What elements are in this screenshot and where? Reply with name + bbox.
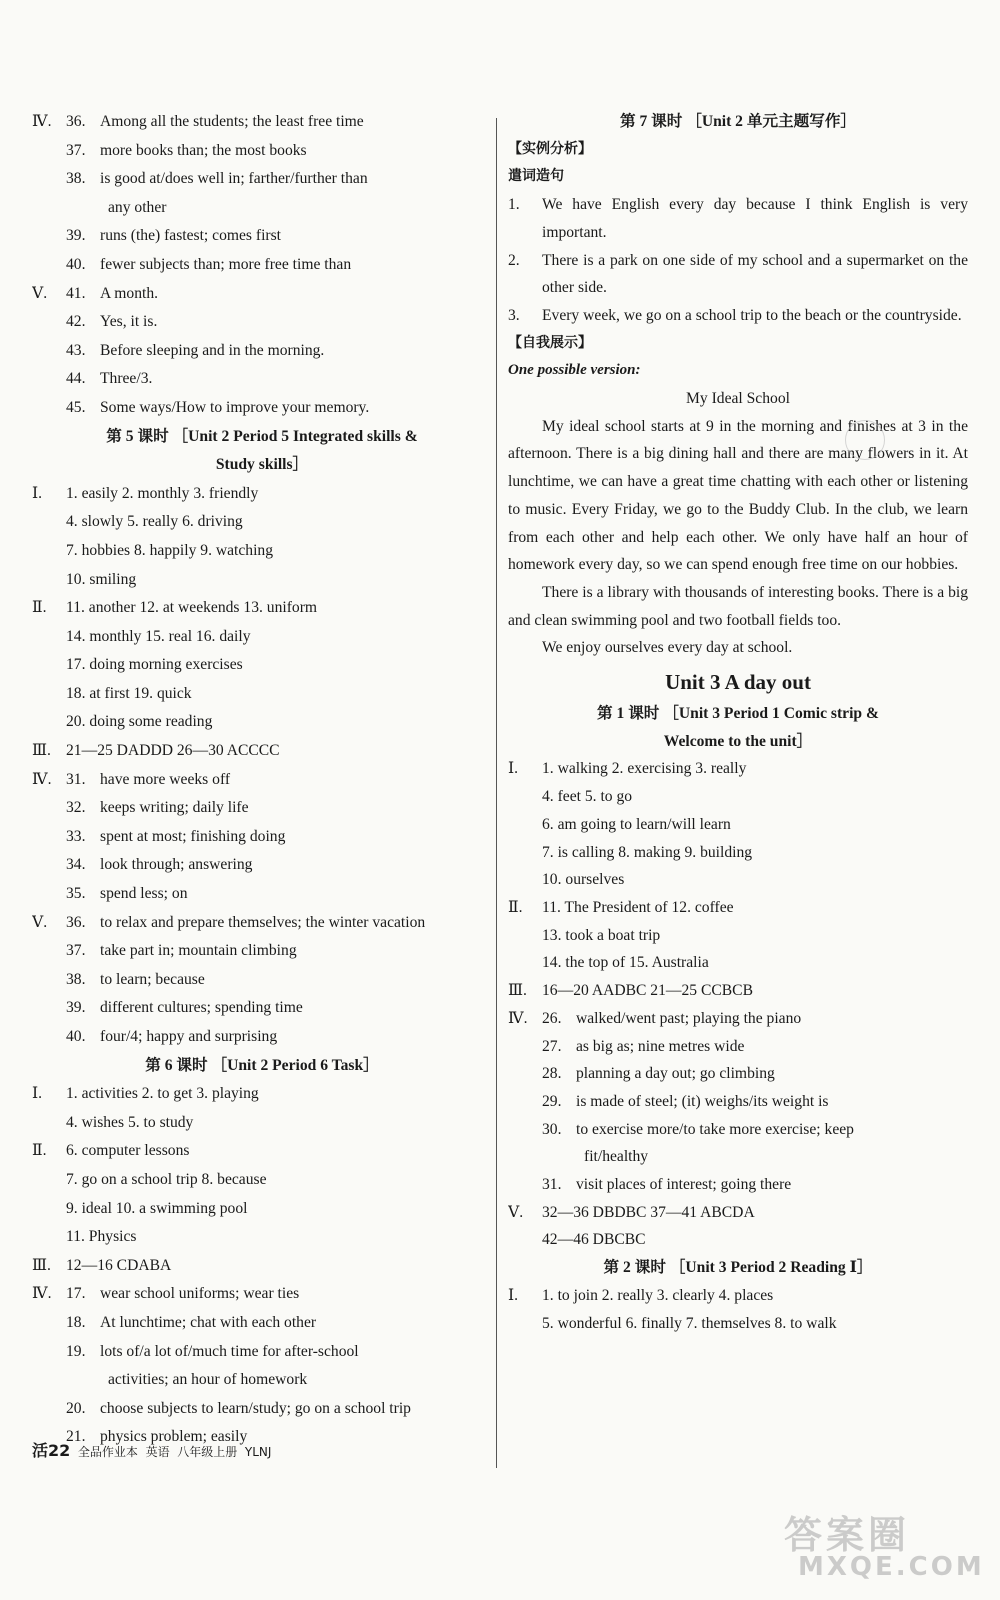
watermark-logo xyxy=(778,1500,985,1590)
sentence-text: Every week, we go on a school trip to the beach or the countryside. xyxy=(542,306,962,324)
answer-line xyxy=(508,977,968,1005)
sentence-item xyxy=(508,247,968,302)
lesson-5-title-line2: Study skills］ xyxy=(215,456,309,474)
answer-line xyxy=(32,251,492,280)
answer-text: choose subjects to learn/study; go on a school trip xyxy=(100,1399,411,1417)
answer-text: activities; an hour of homework xyxy=(108,1371,308,1389)
answer-text: 14. monthly 15. real 16. daily xyxy=(66,627,251,645)
lesson-5-title-line1: 第 5 课时 ［Unit 2 Period 5 Integrated skills & xyxy=(106,427,418,445)
answer-text: any other xyxy=(108,198,167,216)
answer-line xyxy=(32,1395,492,1424)
section-numeral: Ⅲ. xyxy=(508,982,527,1000)
section-numeral: Ⅴ. xyxy=(32,913,48,931)
answer-line xyxy=(32,966,492,995)
answer-text: 5. wonderful 6. finally 7. themselves 8. to walk xyxy=(542,1314,837,1332)
question-number: 30. xyxy=(542,1120,562,1138)
sentence-number: 1. xyxy=(508,196,520,214)
answer-text: 32—36 DBDBC 37—41 ABCDA xyxy=(542,1203,755,1221)
answer-line xyxy=(508,894,968,922)
question-number: 31. xyxy=(66,770,86,788)
section-numeral: Ⅰ. xyxy=(32,1085,43,1103)
answer-line xyxy=(32,623,492,652)
answer-text: walked/went past; playing the piano xyxy=(576,1009,802,1027)
answer-text: fewer subjects than; more free time than xyxy=(100,255,352,273)
answer-text: four/4; happy and surprising xyxy=(100,1028,278,1045)
answer-text: have more weeks off xyxy=(100,770,231,788)
question-number: 18. xyxy=(66,1313,86,1331)
answer-line xyxy=(32,394,492,423)
sentence-item xyxy=(508,302,968,330)
answer-text: 10. ourselves xyxy=(542,871,625,889)
answer-line xyxy=(32,222,492,251)
answer-line xyxy=(508,1199,968,1227)
answer-text: 4. slowly 5. really 6. driving xyxy=(66,513,243,531)
question-number: 17. xyxy=(66,1285,86,1303)
answer-text: 1. walking 2. exercising 3. really xyxy=(542,760,747,778)
answer-line xyxy=(32,1137,492,1166)
lesson-5-answers xyxy=(32,480,492,1052)
answer-line xyxy=(508,1033,968,1061)
answer-text: runs (the) fastest; comes first xyxy=(100,227,282,245)
section-numeral: Ⅱ. xyxy=(32,599,47,617)
answer-text: 18. at first 19. quick xyxy=(66,684,192,702)
lesson-6-title: 第 6 课时 ［Unit 2 Period 6 Task］ xyxy=(145,1056,379,1074)
section-numeral: Ⅳ. xyxy=(32,113,52,130)
lesson-7-title: 第 7 课时 ［Unit 2 单元主题写作］ xyxy=(619,113,857,130)
answer-line xyxy=(508,1143,968,1171)
answer-line xyxy=(508,922,968,950)
answer-text: 11. The President of 12. coffee xyxy=(542,898,734,916)
answer-text: A month. xyxy=(100,284,159,302)
section-numeral: Ⅴ. xyxy=(508,1203,524,1221)
answer-text: is good at/does well in; farther/further than xyxy=(100,170,368,188)
answer-text: 17. doing morning exercises xyxy=(66,656,243,674)
answer-text: 11. another 12. at weekends 13. uniform xyxy=(66,599,318,617)
answer-text: 13. took a boat trip xyxy=(542,926,661,944)
sentence-text: We have English every day because I think English is very important. xyxy=(542,196,968,241)
answer-text: 12—16 CDABA xyxy=(66,1256,172,1274)
answer-line xyxy=(32,1223,492,1252)
question-number: 19. xyxy=(66,1342,86,1360)
page-number: 活22 xyxy=(32,1441,71,1460)
watermark-text-top: 答案圈 xyxy=(784,1513,911,1557)
answer-line xyxy=(32,594,492,623)
answer-line xyxy=(508,783,968,811)
answer-text: physics problem; easily xyxy=(100,1428,248,1446)
answer-line xyxy=(508,1282,968,1310)
question-number: 20. xyxy=(66,1399,86,1417)
sentence-item xyxy=(508,191,968,246)
question-number: 29. xyxy=(542,1092,562,1110)
watermark-text-bottom: MXQE.COM xyxy=(798,1552,985,1582)
answer-line xyxy=(32,308,492,337)
answer-text: 7. is calling 8. making 9. building xyxy=(542,843,753,861)
answer-text: Among all the students; the least free time xyxy=(100,113,364,130)
sentence-number: 3. xyxy=(508,306,520,324)
sentence-text: There is a park on one side of my school and a supermarket on the other side. xyxy=(542,251,968,297)
section-numeral: Ⅲ. xyxy=(32,742,51,760)
answer-line xyxy=(32,880,492,909)
answer-text: take part in; mountain climbing xyxy=(100,942,297,960)
question-number: 40. xyxy=(66,255,86,273)
question-number: 31. xyxy=(542,1176,562,1194)
page-footer xyxy=(32,1438,271,1461)
section-4-answers xyxy=(32,108,492,280)
answer-text: to relax and prepare themselves; the winter vacation xyxy=(100,913,426,931)
answer-line xyxy=(32,851,492,880)
unit-3-lesson-1-answers xyxy=(508,755,968,1254)
answer-text: Before sleeping and in the morning. xyxy=(100,341,325,359)
answer-text: Some ways/How to improve your memory. xyxy=(100,398,370,416)
book-name: 全品作业本 xyxy=(77,1445,138,1459)
question-number: 45. xyxy=(66,398,86,416)
answer-line xyxy=(508,839,968,867)
question-number: 37. xyxy=(66,141,86,159)
answer-text: lots of/a lot of/much time for after-school xyxy=(100,1342,359,1360)
answer-text: 7. hobbies 8. happily 9. watching xyxy=(66,541,274,559)
answer-line xyxy=(32,280,492,309)
lesson-2-title: 第 2 课时 ［Unit 3 Period 2 Reading Ⅰ］ xyxy=(603,1259,873,1277)
edition-code: YLNJ xyxy=(244,1445,272,1459)
answer-text: different cultures; spending time xyxy=(100,999,303,1017)
answer-text: spent at most; finishing doing xyxy=(100,827,286,845)
right-column xyxy=(508,108,968,1337)
question-number: 39. xyxy=(66,227,86,245)
question-number: 44. xyxy=(66,370,86,388)
answer-line xyxy=(32,137,492,166)
question-number: 35. xyxy=(66,885,86,903)
answer-text: 16—20 AADBC 21—25 CCBCB xyxy=(542,982,753,1000)
answer-line xyxy=(32,1309,492,1338)
answer-line xyxy=(508,755,968,783)
answer-text: planning a day out; go climbing xyxy=(576,1065,775,1083)
answer-line xyxy=(32,708,492,737)
left-column xyxy=(32,108,492,1452)
answer-text: more books than; the most books xyxy=(100,141,307,159)
analysis-tag: 【实例分析】 xyxy=(508,140,592,157)
answer-line xyxy=(508,1171,968,1199)
answer-line xyxy=(32,680,492,709)
section-numeral: Ⅰ. xyxy=(508,760,519,778)
question-number: 37. xyxy=(66,942,86,960)
answer-line xyxy=(508,1088,968,1116)
answer-line xyxy=(508,949,968,977)
answer-line xyxy=(32,766,492,795)
answer-text: 10. smiling xyxy=(66,570,137,588)
section-numeral: Ⅱ. xyxy=(508,898,523,916)
answer-line xyxy=(32,1109,492,1138)
answer-line xyxy=(508,1310,968,1338)
answer-line xyxy=(32,994,492,1023)
answer-line xyxy=(508,1226,968,1254)
answer-line xyxy=(32,1252,492,1281)
column-divider xyxy=(496,118,497,1468)
answer-text: 4. wishes 5. to study xyxy=(66,1113,194,1131)
answer-line xyxy=(32,194,492,223)
answer-line xyxy=(508,866,968,894)
answer-line xyxy=(32,337,492,366)
answer-line xyxy=(508,1005,968,1033)
answer-text: is made of steel; (it) weighs/its weight is xyxy=(576,1092,829,1110)
answer-line xyxy=(32,508,492,537)
answer-line xyxy=(32,909,492,938)
answer-line xyxy=(508,1060,968,1088)
answer-line xyxy=(32,1338,492,1367)
answer-text: 6. computer lessons xyxy=(66,1142,190,1160)
section-5-answers xyxy=(32,280,492,423)
lesson-1-title-line2: Welcome to the unit］ xyxy=(663,732,813,750)
section-numeral: Ⅳ. xyxy=(508,1009,528,1027)
question-number: 28. xyxy=(542,1065,562,1083)
answer-text: 1. easily 2. monthly 3. friendly xyxy=(66,484,259,502)
question-number: 38. xyxy=(66,970,86,988)
question-number: 42. xyxy=(66,313,86,331)
answer-line xyxy=(32,165,492,194)
answer-text: 21—25 DADDD 26—30 ACCCC xyxy=(66,742,280,760)
answer-text: 7. go on a school trip 8. because xyxy=(66,1170,267,1188)
answer-line xyxy=(32,794,492,823)
answer-text: visit places of interest; going there xyxy=(576,1176,792,1194)
sentence-list xyxy=(508,191,968,330)
question-number: 21. xyxy=(66,1428,86,1446)
answer-line xyxy=(32,1166,492,1195)
answer-text: to exercise more/to take more exercise; keep xyxy=(576,1120,854,1138)
question-number: 38. xyxy=(66,170,86,188)
answer-line xyxy=(32,651,492,680)
self-show-tag: 【自我展示】 xyxy=(508,334,592,351)
question-number: 40. xyxy=(66,1028,86,1045)
unit-3-lesson-2-answers xyxy=(508,1282,968,1337)
answer-line xyxy=(32,937,492,966)
answer-text: 1. to join 2. really 3. clearly 4. places xyxy=(542,1286,774,1304)
sentence-building-heading: 遣词造句 xyxy=(508,168,564,185)
question-number: 41. xyxy=(66,284,86,302)
essay-title: My Ideal School xyxy=(686,390,790,408)
question-number: 43. xyxy=(66,341,86,359)
answer-text: 14. the top of 15. Australia xyxy=(542,954,709,972)
answer-text: spend less; on xyxy=(100,885,188,903)
answer-line xyxy=(32,823,492,852)
answer-line xyxy=(32,1023,492,1052)
answer-line xyxy=(32,108,492,137)
section-numeral: Ⅰ. xyxy=(508,1286,519,1304)
answer-line xyxy=(32,1280,492,1309)
answer-text: Yes, it is. xyxy=(100,313,158,331)
section-numeral: Ⅱ. xyxy=(32,1142,47,1160)
lesson-6-answers xyxy=(32,1080,492,1452)
answer-text: wear school uniforms; wear ties xyxy=(100,1285,300,1303)
section-numeral: Ⅳ. xyxy=(32,770,52,788)
stamp-mark-icon xyxy=(845,420,885,460)
grade-name: 八年级上册 xyxy=(177,1445,238,1459)
sentence-number: 2. xyxy=(508,251,520,269)
question-number: 32. xyxy=(66,799,86,817)
answer-text: fit/healthy xyxy=(584,1148,649,1166)
question-number: 39. xyxy=(66,999,86,1017)
question-number: 26. xyxy=(542,1009,562,1027)
question-number: 34. xyxy=(66,856,86,874)
answer-line xyxy=(32,566,492,595)
question-number: 36. xyxy=(66,113,86,130)
answer-text: 4. feet 5. to go xyxy=(542,788,633,806)
answer-text: At lunchtime; chat with each other xyxy=(100,1313,317,1331)
answer-text: as big as; nine metres wide xyxy=(576,1037,745,1055)
answer-line xyxy=(508,1116,968,1144)
answer-line xyxy=(32,480,492,509)
answer-line xyxy=(32,737,492,766)
lesson-1-title-line1: 第 1 课时 ［Unit 3 Period 1 Comic strip & xyxy=(597,705,879,723)
answer-line xyxy=(32,537,492,566)
answer-text: 9. ideal 10. a swimming pool xyxy=(66,1199,248,1217)
answer-line xyxy=(32,1366,492,1395)
section-numeral: Ⅴ. xyxy=(32,284,48,302)
unit-3-title: Unit 3 A day out xyxy=(665,670,811,695)
answer-line xyxy=(32,365,492,394)
question-number: 33. xyxy=(66,827,86,845)
section-numeral: Ⅲ. xyxy=(32,1256,51,1274)
answer-text: 20. doing some reading xyxy=(66,713,213,731)
answer-line xyxy=(32,1195,492,1224)
subject-name: 英语 xyxy=(145,1445,170,1459)
answer-text: to learn; because xyxy=(100,970,205,988)
section-numeral: Ⅳ. xyxy=(32,1285,52,1303)
answer-text: 1. activities 2. to get 3. playing xyxy=(66,1085,259,1103)
essay-paragraph-3: We enjoy ourselves every day at school. xyxy=(542,639,793,657)
answer-line xyxy=(32,1080,492,1109)
answer-line xyxy=(508,811,968,839)
answer-text: 6. am going to learn/will learn xyxy=(542,815,731,833)
section-numeral: Ⅰ. xyxy=(32,484,43,502)
answer-text: 11. Physics xyxy=(66,1228,137,1246)
answer-text: Three/3. xyxy=(100,370,153,388)
question-number: 27. xyxy=(542,1037,562,1055)
question-number: 36. xyxy=(66,913,86,931)
essay-paragraph-2: There is a library with thousands of interesting books. There is a big and clean swimming pool and two football fields too. xyxy=(508,583,968,629)
version-label: One possible version: xyxy=(508,362,641,379)
answer-text: look through; answering xyxy=(100,856,253,874)
answer-text: 42—46 DBCBC xyxy=(542,1231,646,1249)
answer-text: keeps writing; daily life xyxy=(100,799,249,817)
essay-paragraph-1: My ideal school starts at 9 in the morning and finishes at 3 in the afternoon. There is a big dining hall and there are many flowers in it. At lunchtime, we can have a great time chatting with each other or listening to music. Every Friday, we go to the Buddy Club. In the club, we learn from each other and help each other. We only have half an hour of homework every day, so we can spend enough free time on our hobbies. xyxy=(508,417,968,574)
